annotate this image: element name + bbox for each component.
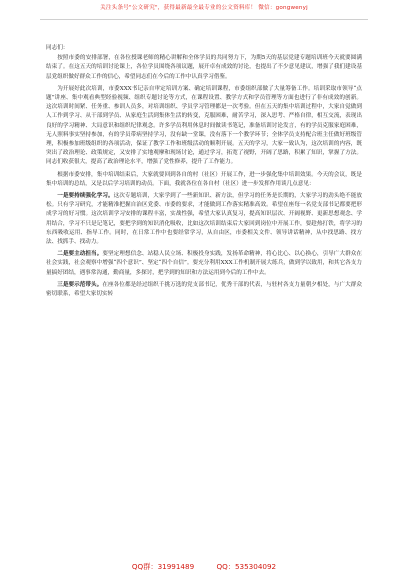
salutation: 同志们： bbox=[46, 45, 69, 51]
section-body: 要坚定理想信念、站稳人民立场、积极投身实践，发扬革命精神，将心比心、以心换心，引导广大群众在社会实践，社会观察中增强“四个意识”、坚定“四个自信”。要充分利用XXX工作机制开展大练兵，做到学以致用，和其它各支力量搞好团结，遇事常沟通，勤商量，多探讨，把学到的知识和方法运用到今后的工作中去。 bbox=[46, 251, 362, 276]
header-banner: 关注头条号"公文研究"，获得最新最全最专业的公文资料库！ 微信：gongwenyj bbox=[40, 0, 368, 20]
section-paragraph bbox=[46, 192, 362, 247]
section-body: 在座各位都是经过组织千挑万选的党支部书记，优秀干部的代表，与驻村各支力量朝夕相处，与广大群众密切联系，希望大家切实转 bbox=[46, 281, 362, 298]
section-paragraph bbox=[46, 250, 362, 278]
paragraph: 为开展好此次培训，市委XXX书记亲自审定培训方案、确定培训课程，市委组织部做了大量筹备工作。培训采取市领导“点题”讲座、集中观看典型经验视频、组织专题讨论等方式，在课程设置、教学方式和学员管理等方面也进行了非有成效的创新。这次培训时间紧、任务重、参训人员多，对培训组织、学员学习管理都是一次考验。但在五天的集中培训过程中，大家自觉做到人工作到学习、从干部到学员、从家庭生活到集体生活的转变，克服困难，耐苦学习，深入思考、严格自律，相互交流，表现出良好的学习精神、大局意识和组织纪律观念。许多学员利用休息时间做读书笔记，准备培训讨论发言，有的学员克服家庭困难，无人照料事实坚持参加，有的学员带病坚持学习，没有缺一堂课，没有落下一个教学环节；全体学员支持配合班主任做好班级管理，积极参加班级组织的各项活动，保证了教学工作和班级活动的顺利开展。五天的学习，大家一致认为，这次培训的内容，既突出了政治理论、政策规定，又安排了实地观摩和现场讨论，通过学习，拓宽了视野，开阔了思路，积累了知识，掌握了方法。同志们收获很大，提高了政治理论水平，增强了党性修养，提升了工作能力。 bbox=[46, 85, 362, 166]
section-body: 这次专题培训，大家学到了一些新知识、新方法，但学习的任务是长期的，大家学习的劲头绝不能放松。只有学习研究，才能精准把握自治区党委、市委的要求，才能做到工作落实精准高效。希望在座每一名党支部书记都要把形成学习的好习惯。这次培训学习安排的课程丰富，实战性强，希望大家认真复习，提高知识层次、开阔视野、更新思想观念、学用结合，学习不只是记笔记，要把学到的知识消化吸收，比如这次培训结束后大家回到岗位中开展工作，要趁热打铁，将学习的东西吸收运用、指导工作。同时，在日常工作中也要经常学习，从自由区，市委相关文件、领导讲话精神，从中找思路、找方法、找抓手、找动力。 bbox=[46, 193, 362, 246]
footer-qq-group: QQ群：31991489 bbox=[131, 562, 195, 571]
section-paragraph bbox=[46, 281, 362, 299]
section-heading: 三是要示范带头。 bbox=[57, 281, 103, 288]
section-heading: 一是要持续强化学习。 bbox=[57, 193, 114, 200]
section-heading: 二是要主动担当。 bbox=[57, 251, 103, 258]
document-body bbox=[46, 20, 362, 299]
footer-contacts bbox=[0, 562, 408, 572]
paragraph: 根据市委安排，集中培训结束后，大家就要回到各自的村（社区）开展工作，进一步强化集中培训效果。今天的会议，既是集中培训的总结，又是以后学习培训的动员。下面，我就各位在各自村（社区）进一步发挥作用谈几点意见： bbox=[46, 171, 362, 187]
footer-qq: QQ：535304092 bbox=[216, 562, 277, 571]
paragraph: 按照市委的安排部署，在各位授课老师的精心讲解和全体学员的共同努力下，为期5天的基层党建专题培训班今天就要圆满结束了。在这五天的培训讨论课上，各位学员围绕各项议题，展开卓有成效的讨论，也提出了不少意见建议，增强了我们建设基层党组织做好群众工作的信心，希望同志们在今后的工作中认真学习借鉴。 bbox=[46, 55, 362, 80]
